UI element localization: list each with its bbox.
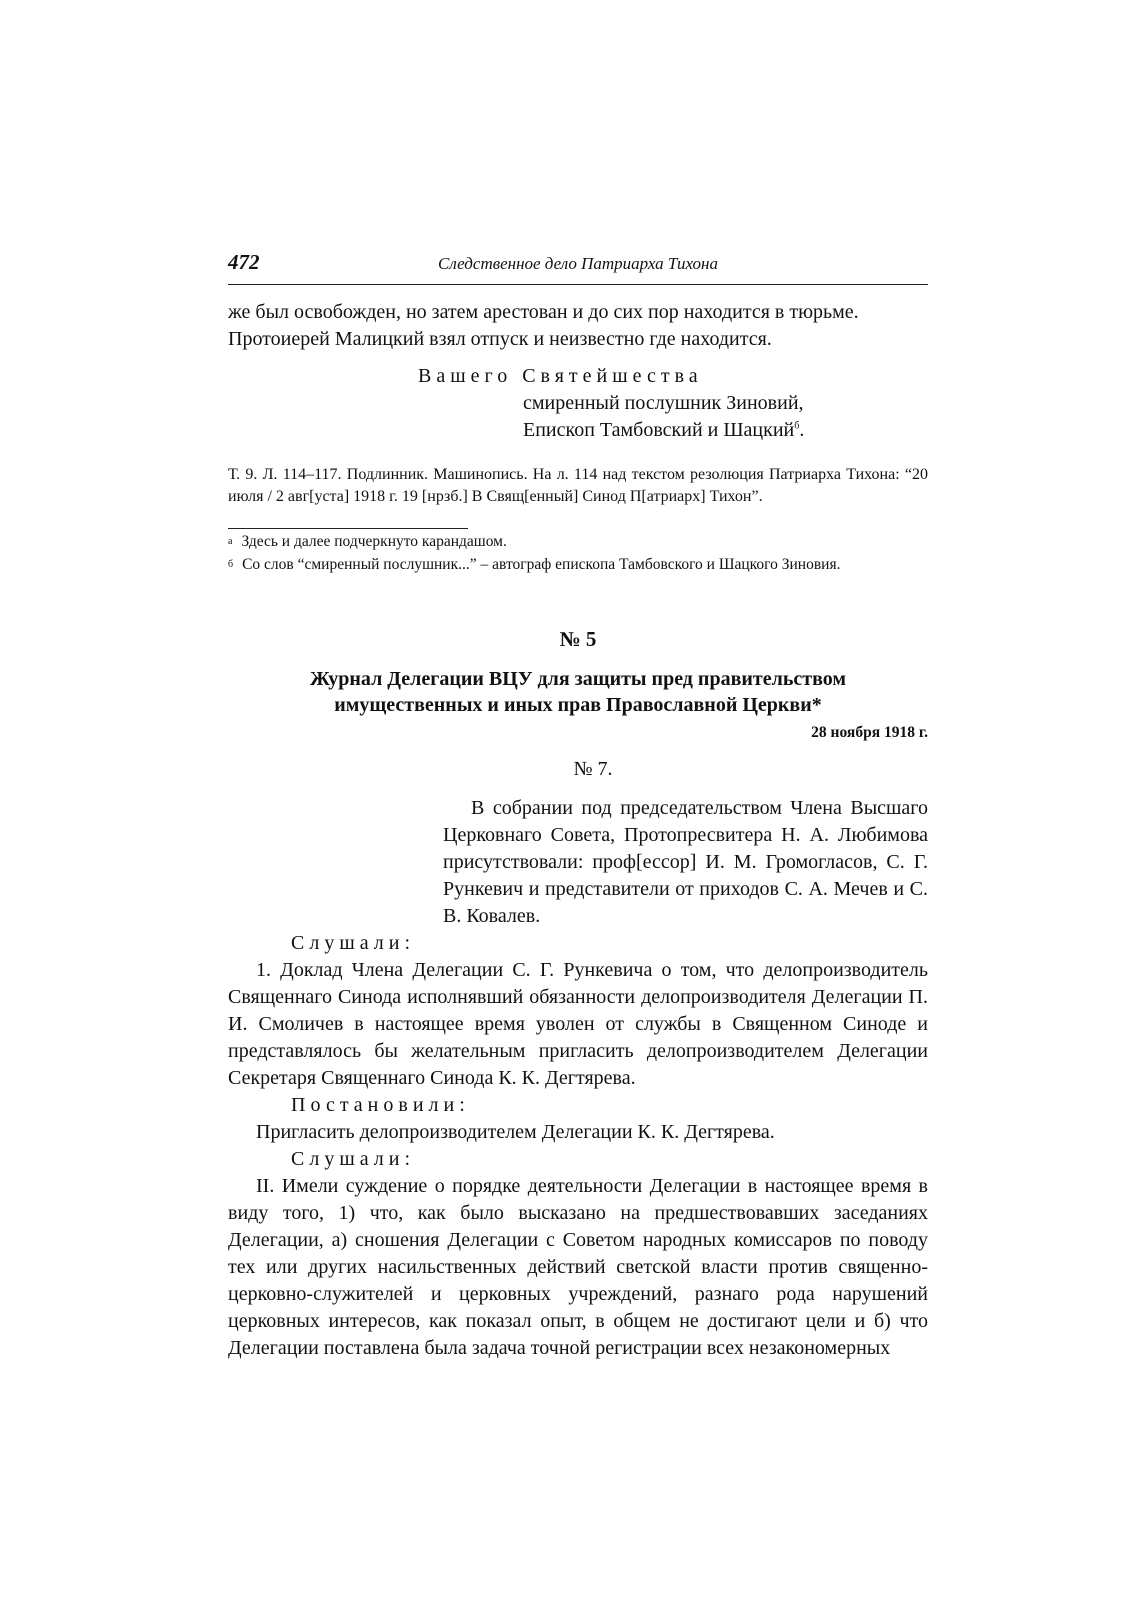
heard-label-1: Слушали: — [291, 932, 416, 954]
agenda-item-1: 1. Доклад Члена Делегации С. Г. Рункевича о том, что делопроизводитель Священнаго Синода исполнявший обязанности делопроизводителя Делегации П. И. Смоличев в настоящее время уволен от службы в Священном Синоде и представлялось бы желательным пригласить делопроизводителем Делегации Секретаря Священнаго Синода К. К. Дегтярева. — [228, 959, 928, 1089]
continuation-line-1: же был освобожден, но затем арестован и до сих пор находится в тюрьме. — [228, 301, 859, 323]
page-number: 472 — [228, 250, 260, 274]
book-page — [228, 250, 928, 1362]
document-title-line-2: имущественных и иных прав Православной Церкви* — [334, 694, 822, 716]
attendance-paragraph: В собрании под председательством Члена Высшаго Церковнаго Совета, Протопресвитера Н. А. Любимова присутствовали: проф[ессор] И. М. Громогласов, С. Г. Рункевич и представители от приходов С. А. Мечев и С. В. Ковалев. — [443, 797, 928, 927]
agenda-item-2: II. Имели суждение о порядке деятельности Делегации в настоящее время в виду того, 1) что, как было высказано на предшествовавших заседаниях Делегации, а) сношения Делегации с Советом народных комиссаров по поводу тех или других насильственных действий светской власти против священно-церковно-служителей и церковных учреждений, разнаго рода нарушений церковных интересов, как показал опыт, в общем не достигают цели и б) что Делегации поставлена была задача точной регистрации всех незакономерных — [228, 1175, 928, 1359]
letter-continuation — [228, 299, 928, 353]
footnote-b-text: Со слов “смиренный послушник...” – автограф епископа Тамбовского и Шацкого Зиновия. — [242, 556, 841, 573]
footnote-a-text: Здесь и далее подчеркнуто карандашом. — [241, 533, 507, 550]
footnote-b-mark: б — [228, 559, 234, 570]
archival-note: Т. 9. Л. 114–117. Подлинник. Машинопись. На л. 114 над текстом резолюция Патриарха Тихона: “20 июля / 2 авг[уста] 1918 г. 19 [нрзб.] В Свящ[енный] Синод П[атриарх] Тихон”. — [228, 466, 928, 505]
running-title: Следственное дело Патриарха Тихона — [438, 254, 718, 273]
document-title — [228, 666, 928, 718]
signature-name: Епископ Тамбовский и Шацкий — [523, 419, 795, 441]
footnote-a-mark: а — [228, 536, 233, 547]
journal-number: № 7. — [573, 758, 613, 780]
signature-salutation: Вашего Святейшества — [418, 365, 703, 387]
running-head — [228, 250, 928, 285]
signature-period: . — [799, 419, 805, 441]
footnote-a — [228, 531, 928, 552]
heard-label-2: Слушали: — [291, 1148, 416, 1170]
footnote-b — [228, 554, 928, 575]
document-number: № 5 — [559, 627, 597, 651]
document-title-line-1: Журнал Делегации ВЦУ для защиты пред правительством — [310, 668, 846, 690]
resolved-label: Постановили: — [291, 1094, 470, 1116]
footnote-ref-b: б — [794, 420, 800, 432]
signature-line-1: смиренный послушник Зиновий, — [523, 392, 804, 414]
signature-block — [228, 363, 928, 444]
document-date: 28 ноября 1918 г. — [811, 724, 928, 741]
continuation-line-2: Протоиерей Малицкий взял отпуск и неизвестно где находится. — [228, 328, 772, 350]
footnote-divider — [228, 528, 468, 529]
signature-line-2 — [523, 417, 928, 444]
resolution-1: Пригласить делопроизводителем Делегации К. К. Дегтярева. — [256, 1121, 775, 1143]
